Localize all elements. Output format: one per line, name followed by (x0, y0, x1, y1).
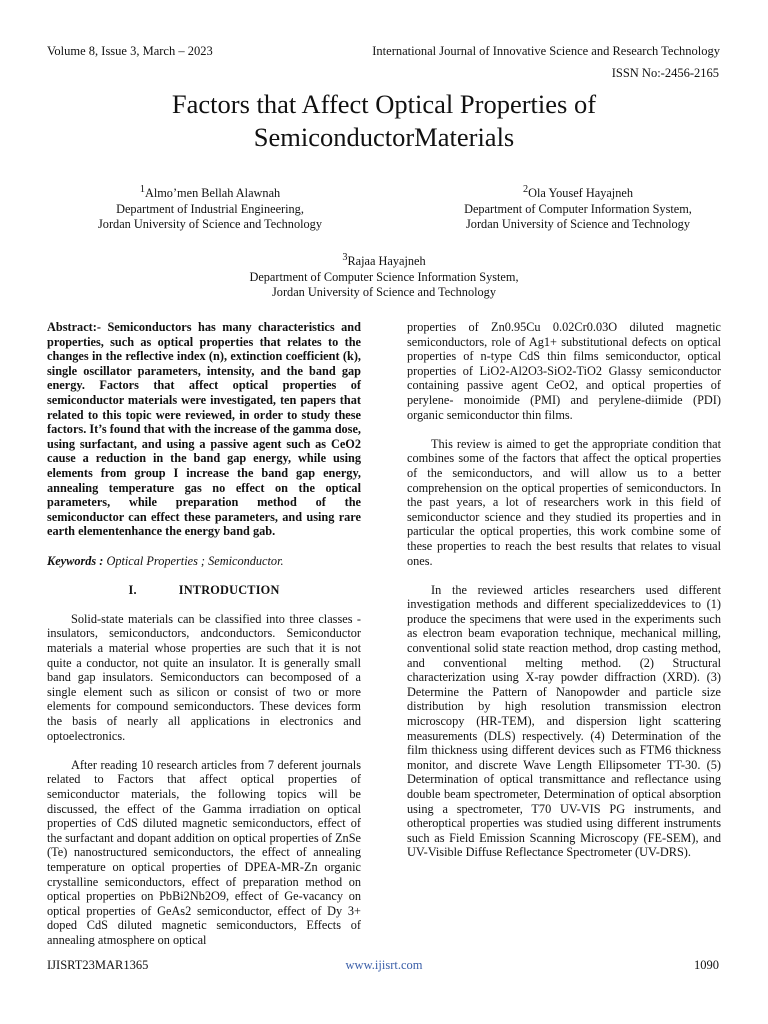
header-volume: Volume 8, Issue 3, March – 2023 (47, 44, 213, 58)
author-department: Department of Computer Science Information System, (249, 269, 519, 284)
title-line-1: Factors that Affect Optical Properties of (171, 89, 597, 119)
header-issn: ISSN No:-2456-2165 (611, 66, 719, 80)
author-affiliation-mark: 1 (139, 184, 145, 195)
keywords (47, 554, 361, 569)
intro-paragraph-2: After reading 10 research articles from 7 deferent journals related to Factors that affect optical properties of semiconductor materials, the following topics will be discussed, the effect of the Gamma irradiation on optical properties of CdS diluted magnetic semiconductors, effect of the surfactant and dopant addition on optical properties of ZnSe (Te) nanostructured semiconductors, the effect of annealing temperature on optical properties of DPEA-MR-Zn organic crystalline semiconductors, effect of preparation method on optical properties on PbBi2Nb2O9, effect of Ge-vacancy on optical properties of GeAs2 semiconductor, effect of Dy 3+ doped CdS diluted magnetic semiconductors, Effects of annealing atmosphere on optical (47, 757, 361, 947)
author-university: Jordan University of Science and Technology (272, 284, 496, 299)
author-block-3 (184, 250, 584, 300)
author-name: $^1$Almo’men Bellah Alawnah (139, 184, 281, 201)
author-block-2 (418, 182, 738, 232)
footer-website-link[interactable]: www.ijisrt.com (345, 958, 423, 972)
abstract: Abstract:- Semiconductors has many characteristics and properties, such as optical properties that relates to the changes in the reflective index (n), extinction coefficient (k), single oscillator parameters, intensity, and the band gap energy. Factors that affect optical properties of semiconductor materials were investigated, ten papers that related to this topic were reviewed, in order to study these factors. It’s found that with the increase of the gamma dose, using surfactant, and using a passive agent such as CeO2 cause a reduction in the band gap energy, while using elements from group I increase the band gap energy, annealing temperature gas no effect on the optical parameters, while preparation method of the semiconductor can effect these parameters, and using rare earth elementenhance the energy band gab. (47, 320, 361, 539)
footer-page-number: 1090 (694, 958, 719, 972)
author-affiliation-mark: 3 (342, 252, 348, 263)
keywords-label: Keywords : (47, 553, 104, 568)
intro-paragraph-4: In the reviewed articles researchers used different investigation methods and different specializeddevices to (1) produce the specimens that were used in the experiments such as electron beam evaporation technique, mechanical milling, conventional solid state reaction method, drop casting method, and conventional melting method. (2) Structural characterization using X-ray powder diffraction (XRD). (3) Determine the Pattern of Nanopowder and particle size distribution by high resolution transmission electron microscopy (HR-TEM), and dispersion light scattering measurements (DLS) respectively. (4) Determination of the film thickness using different devices such as FTM6 thickness monitor, and discrete Wave Length Ellipsometer TT-30. (5) Determination of optical transmittance and reflectance using double beam spectrometer, Determination of optical absorption using a spectrometer, T70 UV-VIS PG instruments, and otheroptical properties was studied using different instruments such as Field Emission Scanning Microscopy (FE-SEM), and UV-Visible Diffuse Reflectance Spectrometer (UV-DRS). (407, 582, 721, 860)
section-title: INTRODUCTION (178, 582, 280, 597)
author-department: Department of Computer Information System, (464, 201, 692, 216)
author-university: Jordan University of Science and Technology (98, 216, 322, 231)
author-university: Jordan University of Science and Technology (466, 216, 690, 231)
author-block-1 (60, 182, 360, 232)
footer-article-id: IJISRT23MAR1365 (47, 958, 149, 972)
author-name: $^2$Ola Yousef Hayajneh (523, 184, 633, 201)
intro-paragraph-3: This review is aimed to get the appropriate condition that combines some of the factors that affect the optical properties of the semiconductors, and will allow us to a better comprehension on the optical properties of semiconductors. In the past years, a lot of researchers work in this field of semiconductor science and they studied its properties and in particular the optical properties, this work combine some of these properties to reach the best results that relates to visual ones. (407, 436, 721, 568)
keywords-text: Optical Properties ; Semiconductor. (106, 553, 284, 568)
author-affiliation-mark: 2 (523, 184, 529, 195)
author-name: $^3$Rajaa Hayajneh (342, 252, 426, 269)
paper-title (0, 88, 768, 154)
right-column (407, 320, 721, 875)
left-column (47, 320, 361, 962)
section-heading-introduction (47, 583, 361, 598)
intro-paragraph-1: Solid-state materials can be classified into three classes - insulators, semiconductors, andconductors. Semiconductor materials a material whose properties are such that it is not quite a conductor, not quite an insulator. It is generally small band gap insulators. Semiconductors can becomposed of a single element such as silicon or consist of two or more elements for compound semiconductors. These devices form the basis of nearly all applications in electronics and optoelectronics. (47, 611, 361, 743)
section-number: I. (128, 582, 137, 597)
header-journal-name: International Journal of Innovative Science and Research Technology (372, 44, 720, 58)
intro-paragraph-2-continued: properties of Zn0.95Cu 0.02Cr0.03O diluted magnetic semiconductors, role of Ag1+ substitutional defects on optical properties of n-type CdS thin films semiconductor, optical properties of LiO2-Al2O3-SiO2-TiO2 Glassy semiconductor containing passive agent CeO2, and optical properties of perylene- monoimide (PMI) and perylene-diimide (PDI) organic semiconductor thin films. (407, 320, 721, 422)
author-department: Department of Industrial Engineering, (116, 201, 304, 216)
title-line-2: SemiconductorMaterials (253, 122, 515, 152)
